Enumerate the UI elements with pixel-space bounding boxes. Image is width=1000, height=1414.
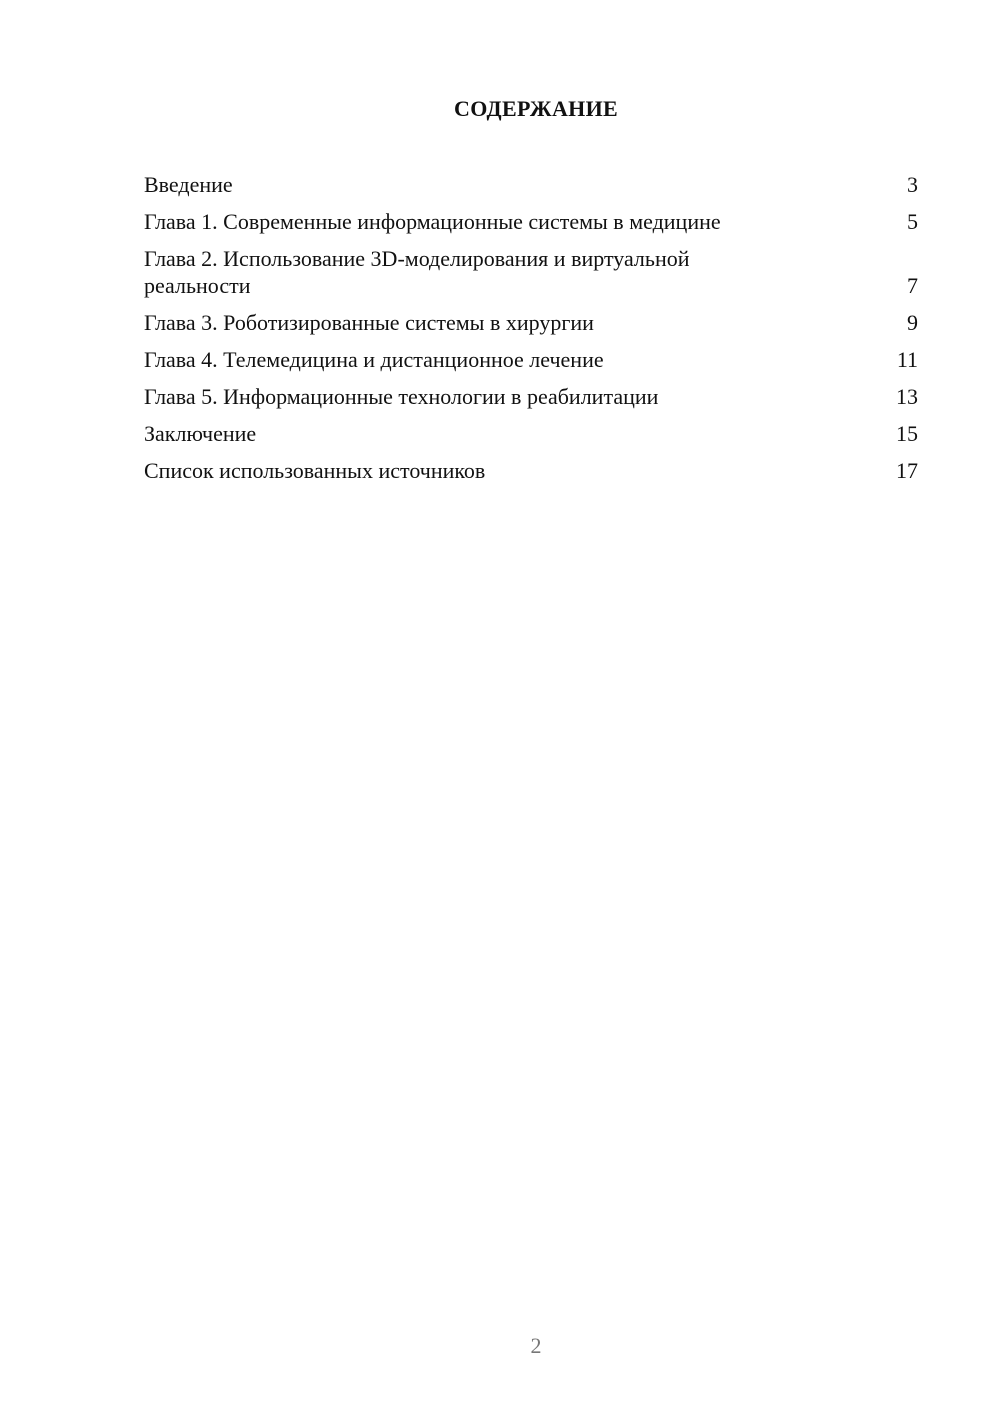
toc-entry-page: 7: [907, 273, 918, 298]
toc-entry-chapter-4: [144, 346, 918, 373]
toc-entry-chapter-1: [144, 208, 918, 235]
toc-entry-page: 13: [896, 384, 918, 409]
toc-entry-chapter-2: [144, 245, 918, 299]
page-title: СОДЕРЖАНИЕ: [454, 96, 618, 121]
toc-entry-references: [144, 457, 918, 484]
toc-entry-page: 15: [896, 421, 918, 446]
page-number: 2: [530, 1333, 542, 1358]
toc-entry-label: Глава 5. Информационные технологии в реабилитации: [144, 384, 659, 409]
toc-entry-page: 3: [907, 172, 918, 197]
toc-entry-introduction: [144, 171, 918, 198]
toc-entry-label: Глава 2. Использование 3D-моделирования и виртуальной реальности: [144, 246, 690, 298]
toc-entry-label: Глава 4. Телемедицина и дистанционное лечение: [144, 347, 604, 372]
toc-entry-label: Глава 1. Современные информационные системы в медицине: [144, 209, 721, 234]
toc-entry-label: Введение: [144, 172, 233, 197]
toc-entry-page: 5: [907, 209, 918, 234]
toc-entry-page: 17: [896, 458, 918, 483]
table-of-contents: [144, 171, 918, 494]
toc-entry-label: Глава 3. Роботизированные системы в хирургии: [144, 310, 594, 335]
toc-entry-conclusion: [144, 420, 918, 447]
toc-entry-label: Заключение: [144, 421, 257, 446]
toc-entry-label: Список использованных источников: [144, 458, 486, 483]
toc-entry-chapter-3: [144, 309, 918, 336]
toc-entry-page: 9: [907, 310, 918, 335]
toc-entry-chapter-5: [144, 383, 918, 410]
toc-entry-page: 11: [896, 347, 918, 372]
